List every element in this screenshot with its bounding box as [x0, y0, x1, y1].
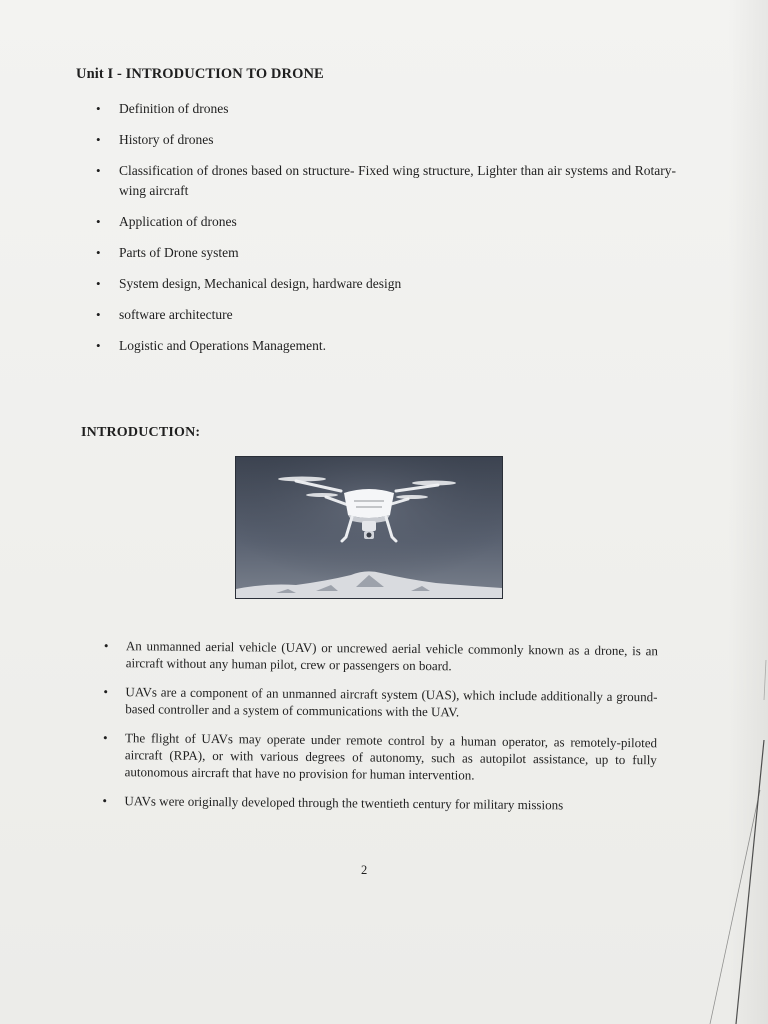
list-item: • Definition of drones [96, 99, 676, 119]
drone-photo [235, 456, 503, 599]
list-item: • Logistic and Operations Management. [96, 336, 676, 356]
list-item: • History of drones [96, 130, 676, 150]
bullet: • [96, 245, 101, 260]
page-edge-shadow [698, 640, 768, 1024]
topic-list [96, 99, 676, 367]
list-item: • software architecture [96, 305, 676, 325]
list-item: • UAVs were originally developed through the twentieth century for military missions [102, 792, 564, 813]
unit-title: Unit I - INTRODUCTION TO DRONE [76, 66, 324, 82]
bullet: • [96, 338, 101, 353]
bullet: • [96, 276, 101, 291]
bullet: • [96, 132, 101, 147]
bullet: • [103, 683, 109, 700]
list-item: • System design, Mechanical design, hardware design [96, 274, 676, 294]
page-number: 2 [361, 863, 368, 877]
bullet: • [96, 163, 101, 178]
list-item: • Parts of Drone system [96, 243, 676, 263]
bullet: • [103, 637, 109, 654]
list-item: • The flight of UAVs may operate under remote control by a human operator, as remotely-piloted aircraft (RPA), or with various degrees of autonomy, such as autopilot assistance, up to fully autonomous aircraft that have no provision for human intervention. [102, 729, 658, 783]
list-item: • An unmanned aerial vehicle (UAV) or uncrewed aerial vehicle commonly known as a drone, is an aircraft without any human pilot, crew or passengers on board. [103, 637, 658, 674]
section-heading: INTRODUCTION: [81, 425, 201, 440]
intro-paragraph-list [102, 637, 658, 826]
bullet: • [96, 101, 101, 116]
bullet: • [102, 729, 108, 746]
list-item: • UAVs are a component of an unmanned aircraft system (UAS), which include additionally a ground-based controller and a system of communications with the UAV. [103, 683, 658, 720]
list-item: • Classification of drones based on structure- Fixed wing structure, Lighter than air systems and Rotary-wing aircraft [96, 163, 676, 198]
bullet: • [96, 214, 101, 229]
list-item: • Application of drones [96, 212, 676, 232]
bullet: • [102, 792, 108, 809]
bullet: • [96, 307, 101, 322]
